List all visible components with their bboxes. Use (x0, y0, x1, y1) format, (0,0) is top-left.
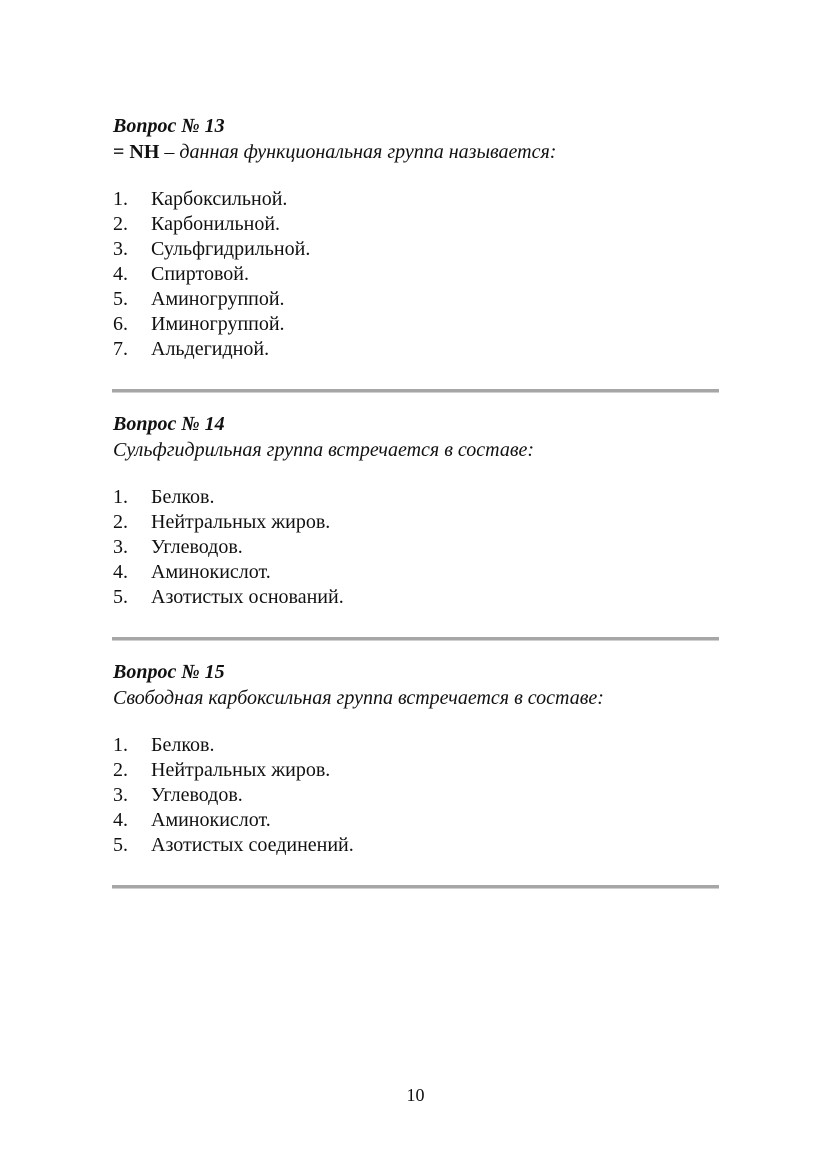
answer-number: 2. (113, 213, 128, 235)
answer-text: Карбоксильной. (151, 188, 288, 210)
answer-text: Сульфгидрильной. (151, 238, 311, 260)
answer-option (113, 237, 719, 262)
formula: = NH (113, 141, 160, 163)
answer-text: Спиртовой. (151, 263, 249, 285)
answer-number: 7. (113, 338, 128, 360)
answer-list (113, 733, 719, 858)
page-number: 10 (406, 1085, 425, 1105)
question-prompt-text: – данная функциональная группа называется: (159, 141, 557, 163)
answer-number: 4. (113, 561, 128, 583)
answer-text: Иминогруппой. (151, 313, 285, 335)
section-divider (112, 389, 719, 393)
question-prompt (113, 139, 719, 165)
answer-number: 5. (113, 288, 128, 310)
answer-text: Нейтральных жиров. (151, 759, 331, 781)
answer-option (113, 262, 719, 287)
question-15 (113, 659, 719, 858)
answer-option (113, 212, 719, 237)
answer-text: Аминокислот. (151, 809, 271, 831)
answer-number: 3. (113, 784, 128, 806)
question-title: Вопрос № 14 (113, 413, 225, 435)
answer-option (113, 733, 719, 758)
answer-option (113, 287, 719, 312)
answer-option (113, 758, 719, 783)
answer-number: 5. (113, 834, 128, 856)
answer-number: 1. (113, 486, 128, 508)
answer-option (113, 485, 719, 510)
answer-number: 4. (113, 809, 128, 831)
answer-number: 2. (113, 759, 128, 781)
answer-text: Углеводов. (151, 784, 243, 806)
answer-list (113, 187, 719, 362)
answer-text: Азотистых соединений. (151, 834, 354, 856)
answer-text: Углеводов. (151, 536, 243, 558)
answer-text: Белков. (151, 734, 215, 756)
answer-text: Нейтральных жиров. (151, 511, 331, 533)
answer-number: 2. (113, 511, 128, 533)
answer-option (113, 560, 719, 585)
answer-text: Белков. (151, 486, 215, 508)
answer-number: 1. (113, 734, 128, 756)
answer-text: Карбонильной. (151, 213, 281, 235)
answer-number: 5. (113, 586, 128, 608)
answer-option (113, 312, 719, 337)
answer-option (113, 337, 719, 362)
answer-number: 3. (113, 536, 128, 558)
answer-option (113, 833, 719, 858)
question-14 (113, 411, 719, 610)
answer-text: Аминокислот. (151, 561, 271, 583)
question-title: Вопрос № 15 (113, 661, 225, 683)
answer-option (113, 510, 719, 535)
answer-option (113, 808, 719, 833)
answer-option (113, 535, 719, 560)
section-divider (112, 637, 719, 641)
question-prompt: Сульфгидрильная группа встречается в составе: (113, 439, 535, 461)
answer-option (113, 585, 719, 610)
answer-number: 3. (113, 238, 128, 260)
section-divider (112, 885, 719, 889)
question-prompt: Свободная карбоксильная группа встречается в составе: (113, 687, 604, 709)
answer-number: 4. (113, 263, 128, 285)
answer-list (113, 485, 719, 610)
answer-text: Азотистых оснований. (151, 586, 344, 608)
question-title: Вопрос № 13 (113, 115, 225, 137)
answer-number: 1. (113, 188, 128, 210)
answer-option (113, 187, 719, 212)
answer-number: 6. (113, 313, 128, 335)
answer-text: Альдегидной. (151, 338, 270, 360)
question-13 (113, 113, 719, 362)
answer-text: Аминогруппой. (151, 288, 285, 310)
answer-option (113, 783, 719, 808)
